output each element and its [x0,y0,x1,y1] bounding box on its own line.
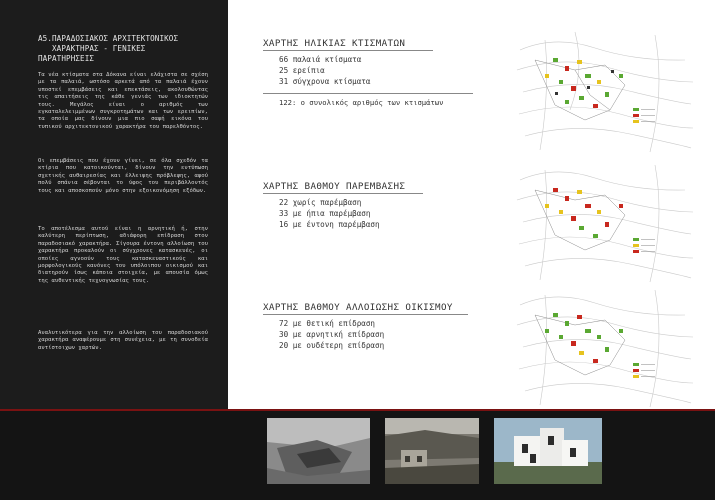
alteration-map-figure [515,285,695,410]
list-item: 30 με αρνητική επίδραση [279,330,385,339]
list-item: 31 σύγχρονα κτίσματα [279,77,371,86]
section-alteration-map [263,302,468,351]
panel-title [38,34,208,64]
left-text-panel [0,0,228,412]
list-item: 25 ερείπια [279,66,325,75]
list-item: 33 με ήπια παρέμβαση [279,209,371,218]
photo-village [385,418,479,484]
title-line-3: ΠΑΡΑΤΗΡΗΣΕΙΣ [38,54,95,63]
title-underline [263,193,423,194]
photo-ruin [267,418,370,484]
paragraph-4: Αναλυτικότερα για την αλλοίωση του παραδοσιακού χαρακτήρα αναφέρουμε στη συνέχεια, με τη συνοδεία αντίστοιχων χαρτών. [38,330,208,351]
intervention-map-figure [515,160,695,285]
title-underline [263,50,433,51]
title-line-2: ΧΑΡΑΚΤΗΡΑΣ - ΓΕΝΙΚΕΣ [52,44,146,53]
section-age-map [263,38,473,107]
list-item: 66 παλαιά κτίσματα [279,55,362,64]
section-title: ΧΑΡΤΗΣ ΒΑΘΜΟΥ ΠΑΡΕΜΒΑΣΗΣ [263,181,406,192]
list-item: 16 με έντονη παρέμβαση [279,220,380,229]
age-map-figure [515,30,695,155]
divider [263,93,473,94]
section-title: ΧΑΡΤΗΣ ΒΑΘΜΟΥ ΑΛΛΟΙΩΣΗΣ ΟΙΚΙΣΜΟΥ [263,302,453,313]
paragraph-2: Οι επεμβάσεις που έχουν γίνει, σε όλα σχεδόν τα κτίρια που κατοικούνται, δίνουν την εντύπωση σχετικής αυθαιρεσίας και έλλειψης πρόβλεψης, αφού πολύ σπάνια σέβονται το ύφος του περιβάλλοντός τους και αποσκοπούν μόνο στην εξοικονόμηση εξόδων. [38,158,208,194]
section-intervention-map [263,181,423,230]
list-item: 22 χωρίς παρέμβαση [279,198,362,207]
title-line-1: Α5.ΠΑΡΑΔΟΣΙΑΚΟΣ ΑΡΧΙΤΕΚΤΟΝΙΚΟΣ [38,34,179,43]
list-item: 72 με θετική επίδραση [279,319,376,328]
section-title: ΧΑΡΤΗΣ ΗΛΙΚΙΑΣ ΚΤΙΣΜΑΤΩΝ [263,38,406,49]
list-item: 20 με ουδέτερη επίδραση [279,341,385,350]
paragraph-3: Το αποτέλεσμα αυτού είναι η αρνητική ή, στην καλύτερη περίπτωση, αδιάφορη επίδραση στον παραδοσιακό χαρακτήρα. Σίγουρα έντονη αλλοίωση του χαρακτήρα προκαλούν οι σύγχρονες κατασκευές, οι οποίες αγνοούν τους κατασκευαστικούς και μορφολογικούς κανόνες του υπόλοιπου οικισμού και διατηρούν ίσως κάποια στοιχεία, με απουσία όμως της αυθεντικής τεχνογνωσίας τους. [38,226,208,284]
photo-modern-house [494,418,602,484]
title-underline [263,314,468,315]
paragraph-1: Τα νέα κτίσματα στα Δόκανα είναι ελάχιστα σε σχέση με τα παλαιά, ωστόσο αρκετά από τα παλαιά έχουν υποστεί επεμβάσεις και επεκτάσεις, ακολουθώντας τις απαιτήσεις της κάθε γενιάς των ιδιοκτητών τους. Μεγάλος είναι ο αριθμός των εγκαταλελειμμένων συγκροτημάτων και των ερειπίων, τα οποία μας δίνουν μια πιο σαφή εικόνα του τυπικού αρχιτεκτονικού χαρακτήρα του παρελθόντος. [38,72,208,130]
total-count: 122: ο συνολικός αριθμός των κτισμάτων [279,98,444,107]
